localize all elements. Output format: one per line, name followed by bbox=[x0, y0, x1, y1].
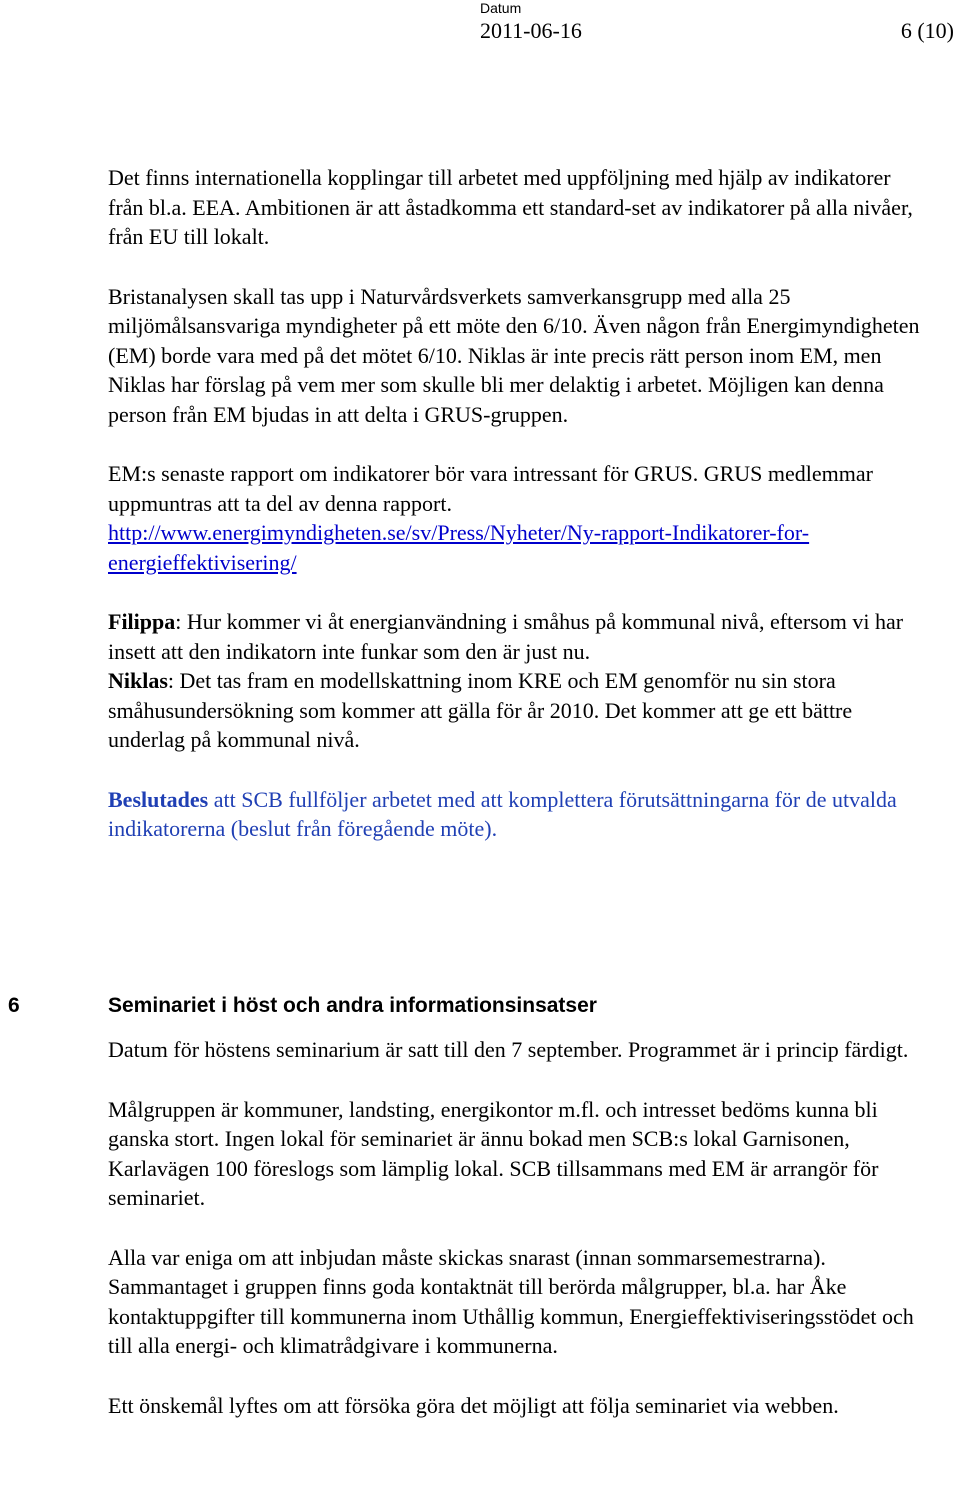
paragraph-invitation: Alla var eniga om att inbjudan måste skickas snarast (innan sommarsemestrarna). Sammantaget i gruppen finns goda kontaktnät till berörda målgrupper, bl.a. har Åke kontaktuppgifter till kommunerna inom Uthållig kommun, Energieffektiviseringsstödet och till alla energi- och klimatrådgivare i kommunerna. bbox=[108, 1244, 914, 1358]
paragraph-decision bbox=[108, 785, 928, 844]
speaker-niklas: Niklas bbox=[108, 668, 168, 693]
paragraph-niklas bbox=[108, 666, 928, 755]
em-report-link[interactable]: http://www.energimyndigheten.se/sv/Press/Nyheter/Ny-rapport-Indikatorer-for-energieffektivisering/ bbox=[108, 520, 810, 575]
paragraph-bristanalys: Bristanalysen skall tas upp i Naturvårdsverkets samverkansgrupp med alla 25 miljömålsansvariga myndigheter på ett möte den 6/10. Även någon från Energimyndigheten (EM) borde vara med på det mötet 6/10. Niklas är inte precis rätt person inom EM, men Niklas har förslag på vem mer som skulle bli mer delaktig i arbetet. Möjligen kan denna person från EM bjudas in att delta i GRUS-gruppen. bbox=[108, 283, 920, 427]
decision-label: Beslutades bbox=[108, 786, 209, 812]
header-date-label: Datum bbox=[480, 0, 522, 16]
section-number: 6 bbox=[8, 994, 20, 1017]
speaker-filippa: Filippa bbox=[108, 609, 176, 634]
section-6-heading bbox=[0, 994, 960, 1024]
paragraph-seminar-date: Datum för höstens seminarium är satt till den 7 september. Programmet är i princip färdigt. bbox=[108, 1037, 909, 1062]
section-title: Seminariet i höst och andra informationsinsatser bbox=[108, 994, 597, 1017]
paragraph-filippa bbox=[108, 607, 928, 666]
paragraph-em-report bbox=[108, 459, 928, 577]
section-5-body bbox=[108, 163, 928, 844]
em-report-text: EM:s senaste rapport om indikatorer bör vara intressant för GRUS. GRUS medlemmar uppmuntras att ta del av denna rapport. bbox=[108, 461, 873, 516]
filippa-question: : Hur kommer vi åt energianvändning i småhus på kommunal nivå, eftersom vi har insett att den indikatorn inte funkar som den är just nu. bbox=[108, 609, 904, 664]
section-6-body bbox=[108, 1035, 928, 1420]
niklas-answer: : Det tas fram en modellskattning inom KRE och EM genomför nu sin stora småhusundersökning som kommer att gälla för år 2010. Det kommer att ge ett bättre underlag på kommunal nivå. bbox=[108, 668, 853, 752]
paragraph-indicators: Det finns internationella kopplingar till arbetet med uppföljning med hjälp av indikatorer från bl.a. EEA. Ambitionen är att åstadkomma ett standard-set av indikatorer på alla nivåer, från EU till lokalt. bbox=[108, 165, 913, 249]
decision-text: att SCB fullföljer arbetet med att komplettera förutsättningarna för de utvalda indikatorerna (beslut från föregående möte). bbox=[108, 786, 897, 841]
header-page-number: 6 (10) bbox=[900, 18, 954, 43]
paragraph-web: Ett önskemål lyftes om att försöka göra det möjligt att följa seminariet via webben. bbox=[108, 1392, 839, 1418]
paragraph-target-group: Målgruppen är kommuner, landsting, energikontor m.fl. och intresset bedöms kunna bli ganska stort. Ingen lokal för seminariet är ännu bokad men SCB:s lokal Garnisonen, Karlavägen 100 föreslogs som lämplig lokal. SCB tillsammans med EM är arrangör för seminariet. bbox=[108, 1096, 879, 1210]
header-date: 2011-06-16 bbox=[480, 18, 582, 43]
